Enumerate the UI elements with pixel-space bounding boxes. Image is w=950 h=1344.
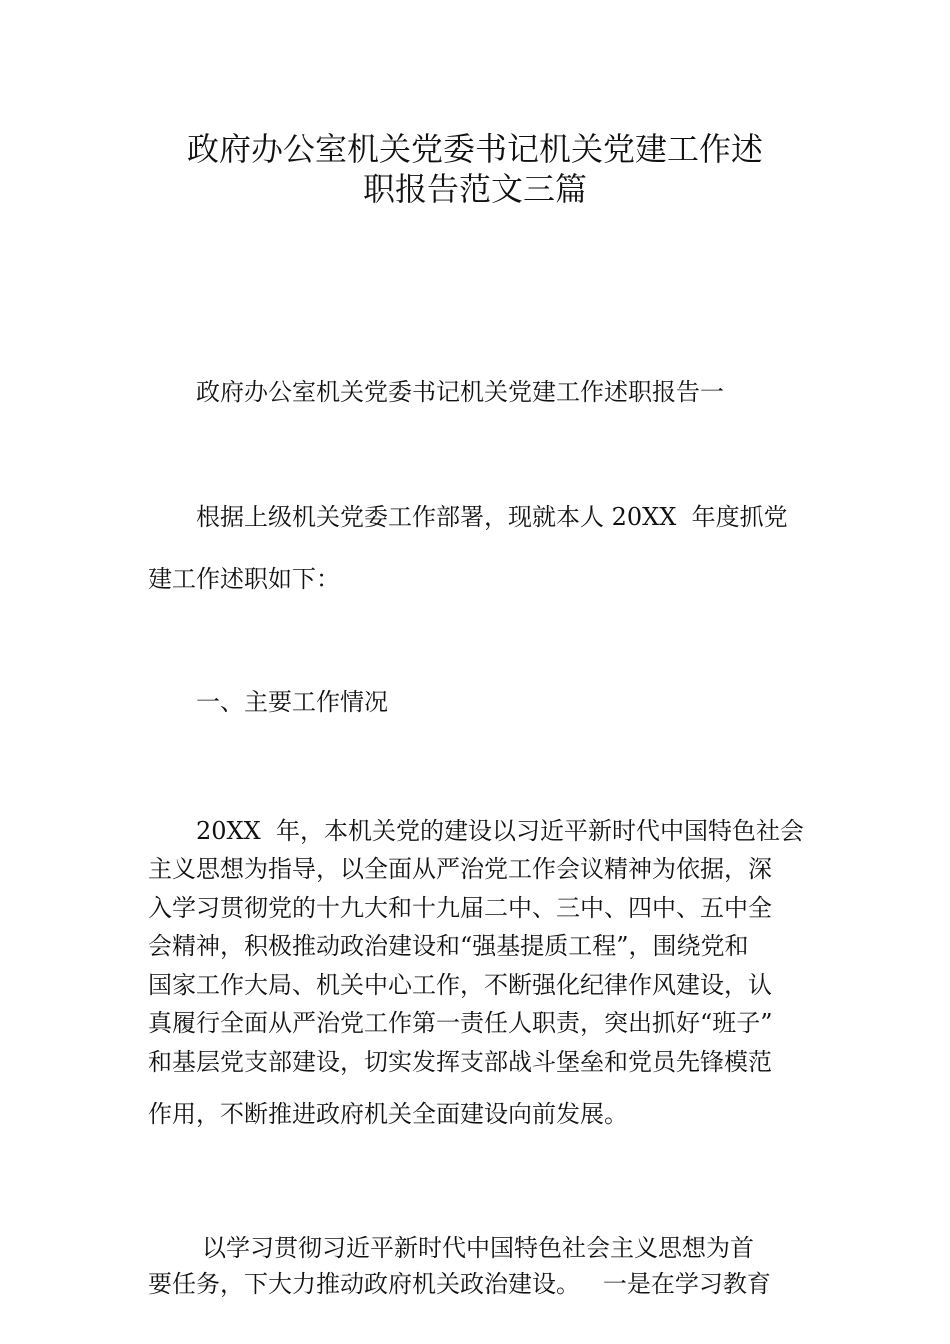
report-subtitle: 政府办公室机关党委书记机关党建工作述职报告一 [196, 378, 724, 406]
paragraph-1-line-3: 入学习贯彻党的十九大和十九届二中、三中、四中、五中全 [148, 894, 772, 922]
paragraph-2-line-1: 以学习贯彻习近平新时代中国特色社会主义思想为首 [202, 1234, 754, 1262]
intro-line-2: 建工作述职如下： [148, 565, 340, 593]
paragraph-1-line-6: 真履行全面从严治党工作第一责任人职责，突出抓好“班子” [148, 1009, 773, 1037]
section-heading: 一、主要工作情况 [196, 688, 388, 716]
paragraph-1-line-7: 和基层党支部建设，切实发挥支部战斗堡垒和党员先锋模范 [148, 1048, 772, 1076]
paragraph-2-line-2: 要任务，下大力推动政府机关政治建设。 一是在学习教育 [148, 1270, 771, 1298]
paragraph-1-line-2: 主义思想为指导，以全面从严治党工作会议精神为依据，深 [148, 855, 772, 883]
paragraph-1-line-4: 会精神，积极推动政治建设和“强基提质工程”，围绕党和 [148, 932, 749, 960]
intro-line-1: 根据上级机关党委工作部署，现就本人 20XX 年度抓党 [196, 503, 788, 531]
document-title-line-1: 政府办公室机关党委书记机关党建工作述 [186, 130, 763, 168]
paragraph-1-line-5: 国家工作大局、机关中心工作，不断强化纪律作风建设，认 [148, 971, 772, 999]
paragraph-1-line-8: 作用，不断推进政府机关全面建设向前发展。 [148, 1100, 628, 1128]
paragraph-1-line-1: 20XX 年，本机关党的建设以习近平新时代中国特色社会 [196, 817, 804, 845]
document-title-line-2: 职报告范文三篇 [362, 170, 587, 208]
